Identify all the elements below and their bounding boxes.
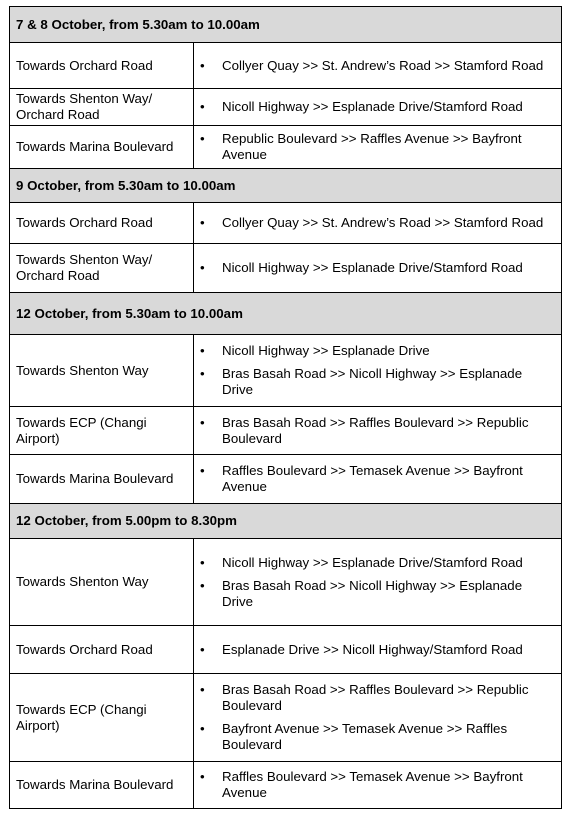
section-heading-row — [10, 169, 562, 203]
route-item — [200, 642, 555, 658]
bullet-icon: • — [200, 721, 205, 736]
bullet-icon: • — [200, 131, 205, 146]
section-heading-row — [10, 504, 562, 539]
routes-cell — [194, 407, 562, 455]
routes-cell — [194, 244, 562, 293]
routes-cell — [194, 674, 562, 762]
direction-cell: Towards Shenton Way — [10, 539, 194, 626]
table-row — [10, 126, 562, 169]
bullet-icon: • — [200, 414, 205, 430]
bullet-icon: • — [200, 769, 205, 784]
route-text: Raffles Boulevard >> Temasek Avenue >> Bayfront Avenue — [222, 769, 523, 800]
bullet-icon: • — [200, 577, 205, 593]
routes-cell — [194, 762, 562, 809]
bullet-icon: • — [200, 57, 205, 73]
route-text: Bayfront Avenue >> Temasek Avenue >> Raffles Boulevard — [222, 721, 508, 752]
route-text: Nicoll Highway >> Esplanade Drive — [222, 343, 430, 358]
route-text: Nicoll Highway >> Esplanade Drive/Stamford Road — [222, 260, 523, 275]
route-item — [200, 131, 555, 163]
routes-cell — [194, 455, 562, 504]
direction-cell: Towards Shenton Way/ Orchard Road — [10, 244, 194, 293]
route-text: Republic Boulevard >> Raffles Avenue >> Bayfront Avenue — [222, 131, 522, 162]
direction-cell: Towards Orchard Road — [10, 626, 194, 674]
direction-cell: Towards ECP (Changi Airport) — [10, 407, 194, 455]
route-text: Nicoll Highway >> Esplanade Drive/Stamford Road — [222, 554, 523, 570]
direction-cell: Towards ECP (Changi Airport) — [10, 674, 194, 762]
route-text: Collyer Quay >> St. Andrew’s Road >> Stamford Road — [222, 57, 544, 73]
direction-cell: Towards Shenton Way — [10, 335, 194, 407]
route-text: Nicoll Highway >> Esplanade Drive/Stamford Road — [222, 99, 523, 114]
table-row — [10, 539, 562, 626]
direction-cell: Towards Marina Boulevard — [10, 126, 194, 169]
table-row — [10, 89, 562, 126]
table-row — [10, 43, 562, 89]
table-row — [10, 407, 562, 455]
route-item — [200, 215, 555, 231]
route-text: Bras Basah Road >> Raffles Boulevard >> Republic Boulevard — [222, 682, 529, 713]
route-item — [200, 463, 555, 495]
route-item — [200, 682, 555, 714]
route-item — [200, 260, 555, 276]
bullet-icon: • — [200, 99, 205, 114]
route-item — [200, 555, 555, 571]
route-item — [200, 721, 555, 753]
bullet-icon: • — [200, 260, 205, 275]
table-row — [10, 244, 562, 293]
route-item — [200, 366, 555, 398]
route-item — [200, 99, 555, 115]
table-row — [10, 674, 562, 762]
route-item — [200, 58, 555, 74]
bullet-icon: • — [200, 554, 205, 570]
bullet-icon: • — [200, 215, 205, 230]
table-row — [10, 762, 562, 809]
bullet-icon: • — [200, 641, 205, 657]
direction-cell: Towards Marina Boulevard — [10, 762, 194, 809]
section-heading: 7 & 8 October, from 5.30am to 10.00am — [10, 7, 562, 43]
direction-cell: Towards Orchard Road — [10, 43, 194, 89]
route-item — [200, 343, 555, 359]
table-row — [10, 626, 562, 674]
routes-cell — [194, 335, 562, 407]
routes-cell — [194, 626, 562, 674]
table-row — [10, 203, 562, 244]
route-text: Bras Basah Road >> Raffles Boulevard >> Republic Boulevard — [222, 414, 529, 446]
bullet-icon: • — [200, 366, 205, 381]
section-heading-row — [10, 293, 562, 335]
routes-cell — [194, 43, 562, 89]
bullet-icon: • — [200, 463, 205, 478]
section-heading: 9 October, from 5.30am to 10.00am — [10, 169, 562, 203]
bullet-icon: • — [200, 343, 205, 358]
direction-cell: Towards Marina Boulevard — [10, 455, 194, 504]
route-item — [200, 578, 555, 610]
routes-cell — [194, 203, 562, 244]
route-text: Bras Basah Road >> Nicoll Highway >> Esplanade Drive — [222, 366, 523, 397]
section-heading: 12 October, from 5.30am to 10.00am — [10, 293, 562, 335]
direction-cell: Towards Orchard Road — [10, 203, 194, 244]
road-closure-table — [9, 6, 562, 809]
section-heading-row — [10, 7, 562, 43]
table-row — [10, 455, 562, 504]
route-text: Collyer Quay >> St. Andrew’s Road >> Stamford Road — [222, 215, 544, 230]
routes-cell — [194, 89, 562, 126]
route-item — [200, 415, 555, 447]
bullet-icon: • — [200, 682, 205, 697]
table-row — [10, 335, 562, 407]
direction-cell: Towards Shenton Way/ Orchard Road — [10, 89, 194, 126]
routes-cell — [194, 539, 562, 626]
route-text: Raffles Boulevard >> Temasek Avenue >> Bayfront Avenue — [222, 463, 523, 494]
route-text: Bras Basah Road >> Nicoll Highway >> Esplanade Drive — [222, 577, 523, 609]
route-text: Esplanade Drive >> Nicoll Highway/Stamford Road — [222, 641, 523, 657]
section-heading: 12 October, from 5.00pm to 8.30pm — [10, 504, 562, 539]
routes-cell — [194, 126, 562, 169]
route-item — [200, 769, 555, 801]
